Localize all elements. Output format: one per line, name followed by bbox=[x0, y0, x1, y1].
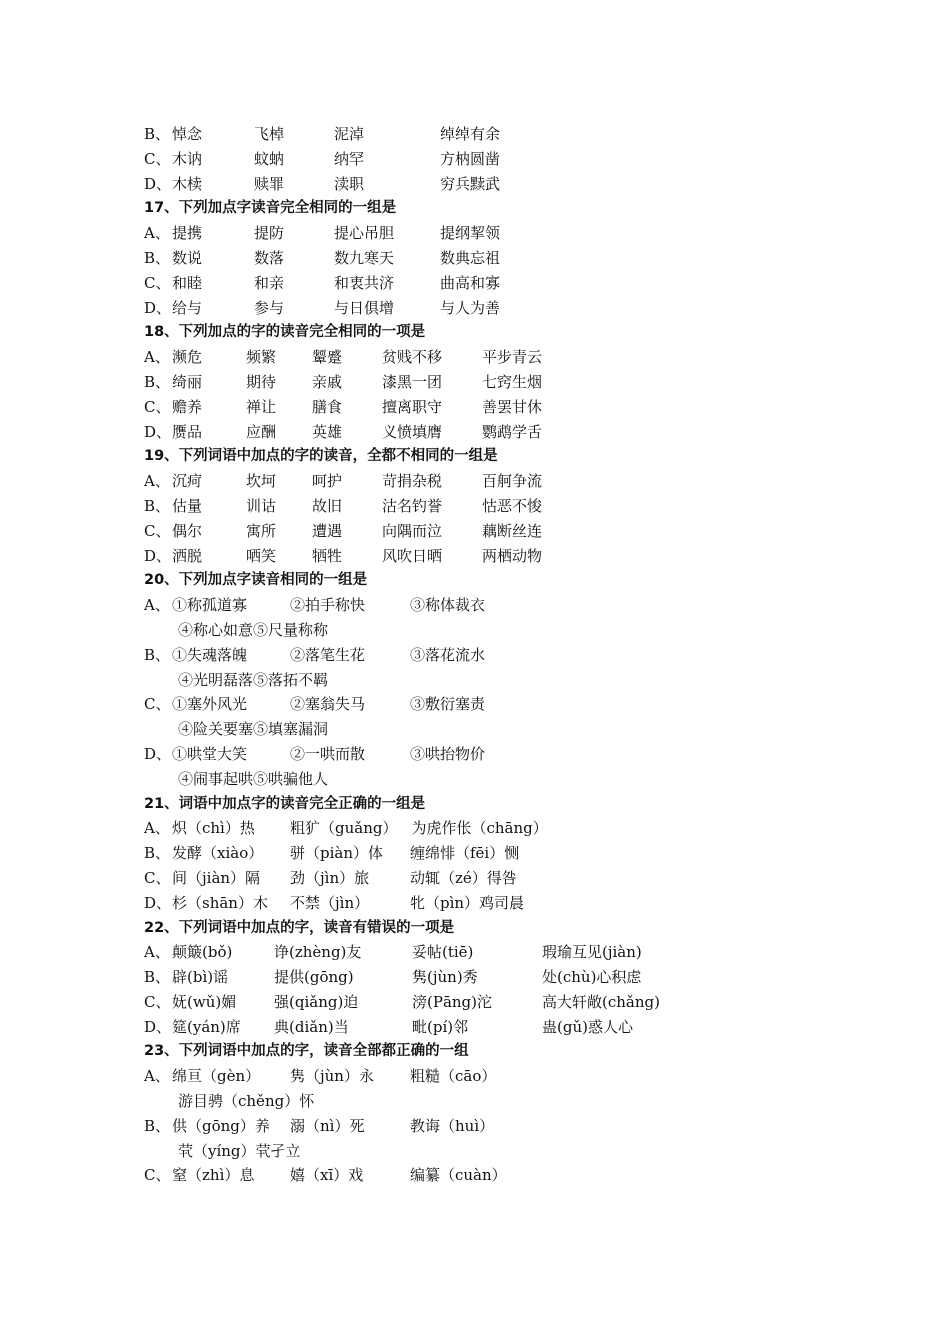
option-line bbox=[144, 395, 844, 420]
option-label: C、 bbox=[144, 273, 171, 292]
option-item: 蚊蚋 bbox=[254, 149, 285, 168]
option-line bbox=[144, 246, 844, 271]
option-item: 牺牲 bbox=[312, 546, 343, 565]
option-line bbox=[144, 1114, 844, 1139]
option-item: 牝（pìn）鸡司晨 bbox=[410, 893, 525, 912]
option-continuation bbox=[144, 618, 844, 643]
option-line bbox=[144, 544, 844, 569]
option-label: B、 bbox=[144, 248, 171, 267]
option-item: 泥淖 bbox=[334, 125, 365, 143]
question-heading bbox=[144, 568, 844, 593]
option-item: 与日俱增 bbox=[334, 298, 395, 317]
option-item: 颠簸(bǒ) bbox=[172, 943, 233, 962]
option-item: 提携 bbox=[172, 224, 203, 243]
option-item: 禅让 bbox=[246, 397, 277, 416]
option-line bbox=[144, 172, 844, 197]
option-item: 贫贱不移 bbox=[382, 348, 443, 367]
question-heading bbox=[144, 1039, 844, 1064]
option-item: 坎坷 bbox=[246, 472, 277, 491]
option-item: 向隅而泣 bbox=[382, 521, 443, 540]
option-item: 穷兵黩武 bbox=[440, 174, 501, 193]
option-item: 和睦 bbox=[172, 273, 203, 292]
option-line bbox=[144, 866, 844, 891]
option-line bbox=[144, 692, 844, 717]
option-line bbox=[144, 965, 844, 990]
option-line bbox=[144, 221, 844, 246]
option-item: 渎职 bbox=[334, 174, 365, 193]
option-item: ①失魂落魄 bbox=[172, 645, 248, 664]
option-line bbox=[144, 271, 844, 296]
question-text: 20、下列加点字读音相同的一组是 bbox=[144, 572, 368, 589]
option-item: 颦蹙 bbox=[312, 348, 343, 367]
option-item: 发酵（xiào） bbox=[172, 844, 264, 863]
option-item: 赡养 bbox=[172, 397, 203, 416]
option-item: 和衷共济 bbox=[334, 273, 395, 292]
option-line bbox=[144, 742, 844, 767]
option-item: 赎罪 bbox=[254, 174, 285, 193]
option-item: 绰绰有余 bbox=[440, 125, 501, 143]
option-item: 诤(zhèng)友 bbox=[274, 943, 362, 962]
option-line bbox=[144, 891, 844, 916]
option-item: 呵护 bbox=[312, 472, 343, 491]
option-line bbox=[144, 519, 844, 544]
option-item: ②拍手称快 bbox=[290, 596, 366, 615]
option-item: 数说 bbox=[172, 248, 203, 267]
option-item: 不禁（jìn） bbox=[290, 893, 370, 912]
option-item: 高大轩敞(chǎng) bbox=[542, 992, 660, 1011]
option-label: B、 bbox=[144, 125, 171, 143]
option-item: 频繁 bbox=[246, 348, 277, 367]
option-item: 提防 bbox=[254, 224, 285, 243]
option-item: 亲戚 bbox=[312, 372, 343, 391]
option-item: 和亲 bbox=[254, 273, 285, 292]
question-text: 18、下列加点的字的读音完全相同的一项是 bbox=[144, 324, 426, 341]
option-item: 与人为善 bbox=[440, 298, 501, 317]
option-item: ②落笔生花 bbox=[290, 645, 366, 664]
option-item: ⑤哄骗他人 bbox=[253, 769, 329, 788]
option-item: ⑤填塞漏洞 bbox=[253, 720, 329, 739]
option-item: 沽名钓誉 bbox=[382, 496, 443, 515]
option-line bbox=[144, 345, 844, 370]
option-item: 英雄 bbox=[312, 422, 343, 441]
option-item: 处(chù)心积虑 bbox=[542, 968, 642, 987]
option-item: 纳罕 bbox=[334, 149, 365, 168]
option-item: 粗糙（cāo） bbox=[410, 1067, 497, 1086]
option-item: 故旧 bbox=[312, 496, 343, 515]
option-item: 藕断丝连 bbox=[482, 521, 543, 540]
option-item: 风吹日晒 bbox=[382, 546, 443, 565]
option-line bbox=[144, 1064, 844, 1089]
option-item: ⑤尺量称称 bbox=[253, 620, 329, 639]
option-label: A、 bbox=[144, 348, 170, 367]
option-item: 嬉（xī）戏 bbox=[290, 1166, 364, 1185]
option-line bbox=[144, 1015, 844, 1040]
option-item: 百舸争流 bbox=[482, 472, 543, 491]
option-label: D、 bbox=[144, 1017, 172, 1036]
option-item: 应酬 bbox=[246, 422, 277, 441]
option-item: 骈（piàn）体 bbox=[290, 844, 384, 863]
option-item: 游目骋（chěng）怀 bbox=[178, 1092, 315, 1111]
option-label: B、 bbox=[144, 496, 171, 515]
option-item: 擅离职守 bbox=[382, 397, 443, 416]
option-label: D、 bbox=[144, 298, 172, 317]
option-item: 数典忘祖 bbox=[440, 248, 501, 267]
option-label: A、 bbox=[144, 943, 170, 962]
option-item: 善罢甘休 bbox=[482, 397, 543, 416]
option-item: ④闹事起哄 bbox=[178, 769, 254, 788]
option-line bbox=[144, 147, 844, 172]
option-item: ④称心如意 bbox=[178, 620, 254, 639]
option-item: 漆黑一团 bbox=[382, 372, 443, 391]
option-line bbox=[144, 816, 844, 841]
option-item: 妥帖(tiē) bbox=[412, 943, 474, 962]
option-item: 偶尔 bbox=[172, 521, 203, 540]
option-line bbox=[144, 122, 844, 147]
option-item: 溺（nì）死 bbox=[290, 1116, 365, 1135]
option-item: 寓所 bbox=[246, 521, 277, 540]
option-label: C、 bbox=[144, 695, 171, 714]
option-item: 辟(bì)谣 bbox=[172, 968, 229, 987]
option-continuation bbox=[144, 668, 844, 693]
option-label: B、 bbox=[144, 372, 171, 391]
option-item: 强(qiǎng)迫 bbox=[274, 992, 359, 1011]
question-heading bbox=[144, 196, 844, 221]
question-heading bbox=[144, 444, 844, 469]
option-item: 苛捐杂税 bbox=[382, 472, 443, 491]
option-item: 教诲（huì） bbox=[410, 1116, 495, 1135]
option-item: 炽（chì）热 bbox=[172, 819, 255, 838]
option-item: 赝品 bbox=[172, 422, 203, 441]
option-item: 间（jiàn）隔 bbox=[172, 868, 261, 887]
option-line bbox=[144, 990, 844, 1015]
option-item: 沉疴 bbox=[172, 472, 203, 491]
question-heading bbox=[144, 916, 844, 941]
option-label: D、 bbox=[144, 174, 172, 193]
option-item: 洒脱 bbox=[172, 546, 203, 565]
question-text: 22、下列词语中加点的字，读音有错误的一项是 bbox=[144, 919, 455, 936]
option-item: 劲（jìn）旅 bbox=[290, 868, 370, 887]
option-item: 供（gōng）养 bbox=[172, 1116, 270, 1135]
option-item: 隽（jùn）永 bbox=[290, 1067, 374, 1086]
option-item: 两栖动物 bbox=[482, 546, 543, 565]
option-item: 木讷 bbox=[172, 149, 203, 168]
option-item: ④光明磊落 bbox=[178, 670, 254, 689]
option-line bbox=[144, 494, 844, 519]
option-label: D、 bbox=[144, 744, 172, 763]
option-item: ①塞外风光 bbox=[172, 695, 248, 714]
option-item: 提供(gōng) bbox=[274, 968, 354, 987]
option-line bbox=[144, 593, 844, 618]
option-item: 动辄（zé）得咎 bbox=[410, 868, 517, 887]
option-item: 义愤填膺 bbox=[382, 422, 443, 441]
option-item: 哂笑 bbox=[246, 546, 277, 565]
option-item: 杉（shān）木 bbox=[172, 893, 268, 912]
option-item: 七窍生烟 bbox=[482, 372, 543, 391]
option-item: 编纂（cuàn） bbox=[410, 1166, 507, 1185]
option-item: 缠绵悱（fēi）恻 bbox=[410, 844, 520, 863]
option-label: C、 bbox=[144, 521, 171, 540]
option-label: D、 bbox=[144, 422, 172, 441]
option-item: 典(diǎn)当 bbox=[274, 1017, 349, 1036]
option-item: 为虎作伥（chāng） bbox=[411, 819, 548, 838]
option-item: ③敷衍塞责 bbox=[410, 695, 486, 714]
option-item: 遭遇 bbox=[312, 521, 343, 540]
option-item: ①哄堂大笑 bbox=[172, 744, 248, 763]
option-label: A、 bbox=[144, 1067, 170, 1086]
option-item: 给与 bbox=[172, 298, 203, 317]
option-label: B、 bbox=[144, 968, 171, 987]
option-item: 膳食 bbox=[312, 397, 343, 416]
option-label: C、 bbox=[144, 397, 171, 416]
option-item: 期待 bbox=[246, 372, 277, 391]
option-item: ②塞翁失马 bbox=[290, 695, 366, 714]
option-item: 悼念 bbox=[172, 125, 203, 143]
option-item: 怙恶不悛 bbox=[482, 496, 543, 515]
option-continuation bbox=[144, 1089, 844, 1114]
question-heading bbox=[144, 792, 844, 817]
option-label: D、 bbox=[144, 893, 172, 912]
option-item: 数九寒天 bbox=[334, 248, 395, 267]
option-line bbox=[144, 1163, 844, 1188]
option-item: ⑤落拓不羁 bbox=[253, 670, 329, 689]
option-item: 曲高和寡 bbox=[440, 273, 501, 292]
option-label: A、 bbox=[144, 472, 170, 491]
option-label: D、 bbox=[144, 546, 172, 565]
option-item: 妩(wǔ)媚 bbox=[172, 992, 237, 1011]
option-line bbox=[144, 469, 844, 494]
question-text: 23、下列词语中加点的字，读音全部都正确的一组 bbox=[144, 1043, 469, 1060]
option-item: 隽(jùn)秀 bbox=[412, 968, 478, 987]
question-text: 17、下列加点字读音完全相同的一组是 bbox=[144, 200, 397, 217]
option-label: B、 bbox=[144, 645, 171, 664]
option-label: C、 bbox=[144, 868, 171, 887]
option-item: 滂(Pāng)沱 bbox=[412, 992, 493, 1011]
question-text: 21、词语中加点字的读音完全正确的一组是 bbox=[144, 795, 426, 812]
option-item: 木椟 bbox=[172, 174, 203, 193]
option-item: 筵(yán)席 bbox=[172, 1017, 241, 1036]
option-item: 绮丽 bbox=[172, 372, 203, 391]
option-item: ③哄抬物价 bbox=[410, 744, 486, 763]
option-continuation bbox=[144, 1139, 844, 1164]
option-line bbox=[144, 420, 844, 445]
option-item: 瑕瑜互见(jiàn) bbox=[542, 943, 642, 962]
option-label: A、 bbox=[144, 819, 170, 838]
option-item: ③称体裁衣 bbox=[410, 596, 486, 615]
option-item: 毗(pí)邻 bbox=[412, 1017, 469, 1036]
option-line bbox=[144, 370, 844, 395]
option-item: 平步青云 bbox=[482, 348, 543, 367]
option-item: 蛊(gǔ)惑人心 bbox=[542, 1017, 633, 1036]
option-item: 提纲挈领 bbox=[440, 224, 501, 243]
option-item: ④险关要塞 bbox=[178, 720, 254, 739]
option-line bbox=[144, 841, 844, 866]
option-label: A、 bbox=[144, 224, 170, 243]
option-item: ②一哄而散 bbox=[290, 744, 366, 763]
option-line bbox=[144, 940, 844, 965]
question-heading bbox=[144, 320, 844, 345]
option-label: B、 bbox=[144, 1116, 171, 1135]
option-item: ①称孤道寡 bbox=[172, 596, 248, 615]
option-item: 提心吊胆 bbox=[334, 224, 395, 243]
option-item: 估量 bbox=[172, 496, 203, 515]
question-text: 19、下列词语中加点的字的读音，全都不相同的一组是 bbox=[144, 448, 498, 465]
option-item: 方枘圆凿 bbox=[440, 149, 501, 168]
option-item: 粗犷（guǎng） bbox=[290, 819, 398, 838]
document-body bbox=[144, 122, 844, 1188]
option-label: C、 bbox=[144, 1166, 171, 1185]
option-item: 数落 bbox=[254, 248, 285, 267]
option-item: 窒（zhì）息 bbox=[172, 1166, 255, 1185]
option-line bbox=[144, 643, 844, 668]
option-item: 鹦鹉学舌 bbox=[482, 422, 543, 441]
option-item: 濒危 bbox=[172, 348, 203, 367]
option-label: C、 bbox=[144, 992, 171, 1011]
option-item: ③落花流水 bbox=[410, 645, 486, 664]
option-item: 茕（yíng）茕孑立 bbox=[178, 1141, 301, 1160]
option-label: C、 bbox=[144, 149, 171, 168]
option-item: 飞棹 bbox=[254, 125, 285, 143]
option-label: A、 bbox=[144, 596, 170, 615]
option-item: 参与 bbox=[254, 298, 285, 317]
option-continuation bbox=[144, 767, 844, 792]
option-continuation bbox=[144, 717, 844, 742]
option-item: 绵亘（gèn） bbox=[172, 1067, 261, 1086]
option-label: B、 bbox=[144, 844, 171, 863]
option-item: 训诂 bbox=[246, 496, 277, 515]
option-line bbox=[144, 296, 844, 321]
